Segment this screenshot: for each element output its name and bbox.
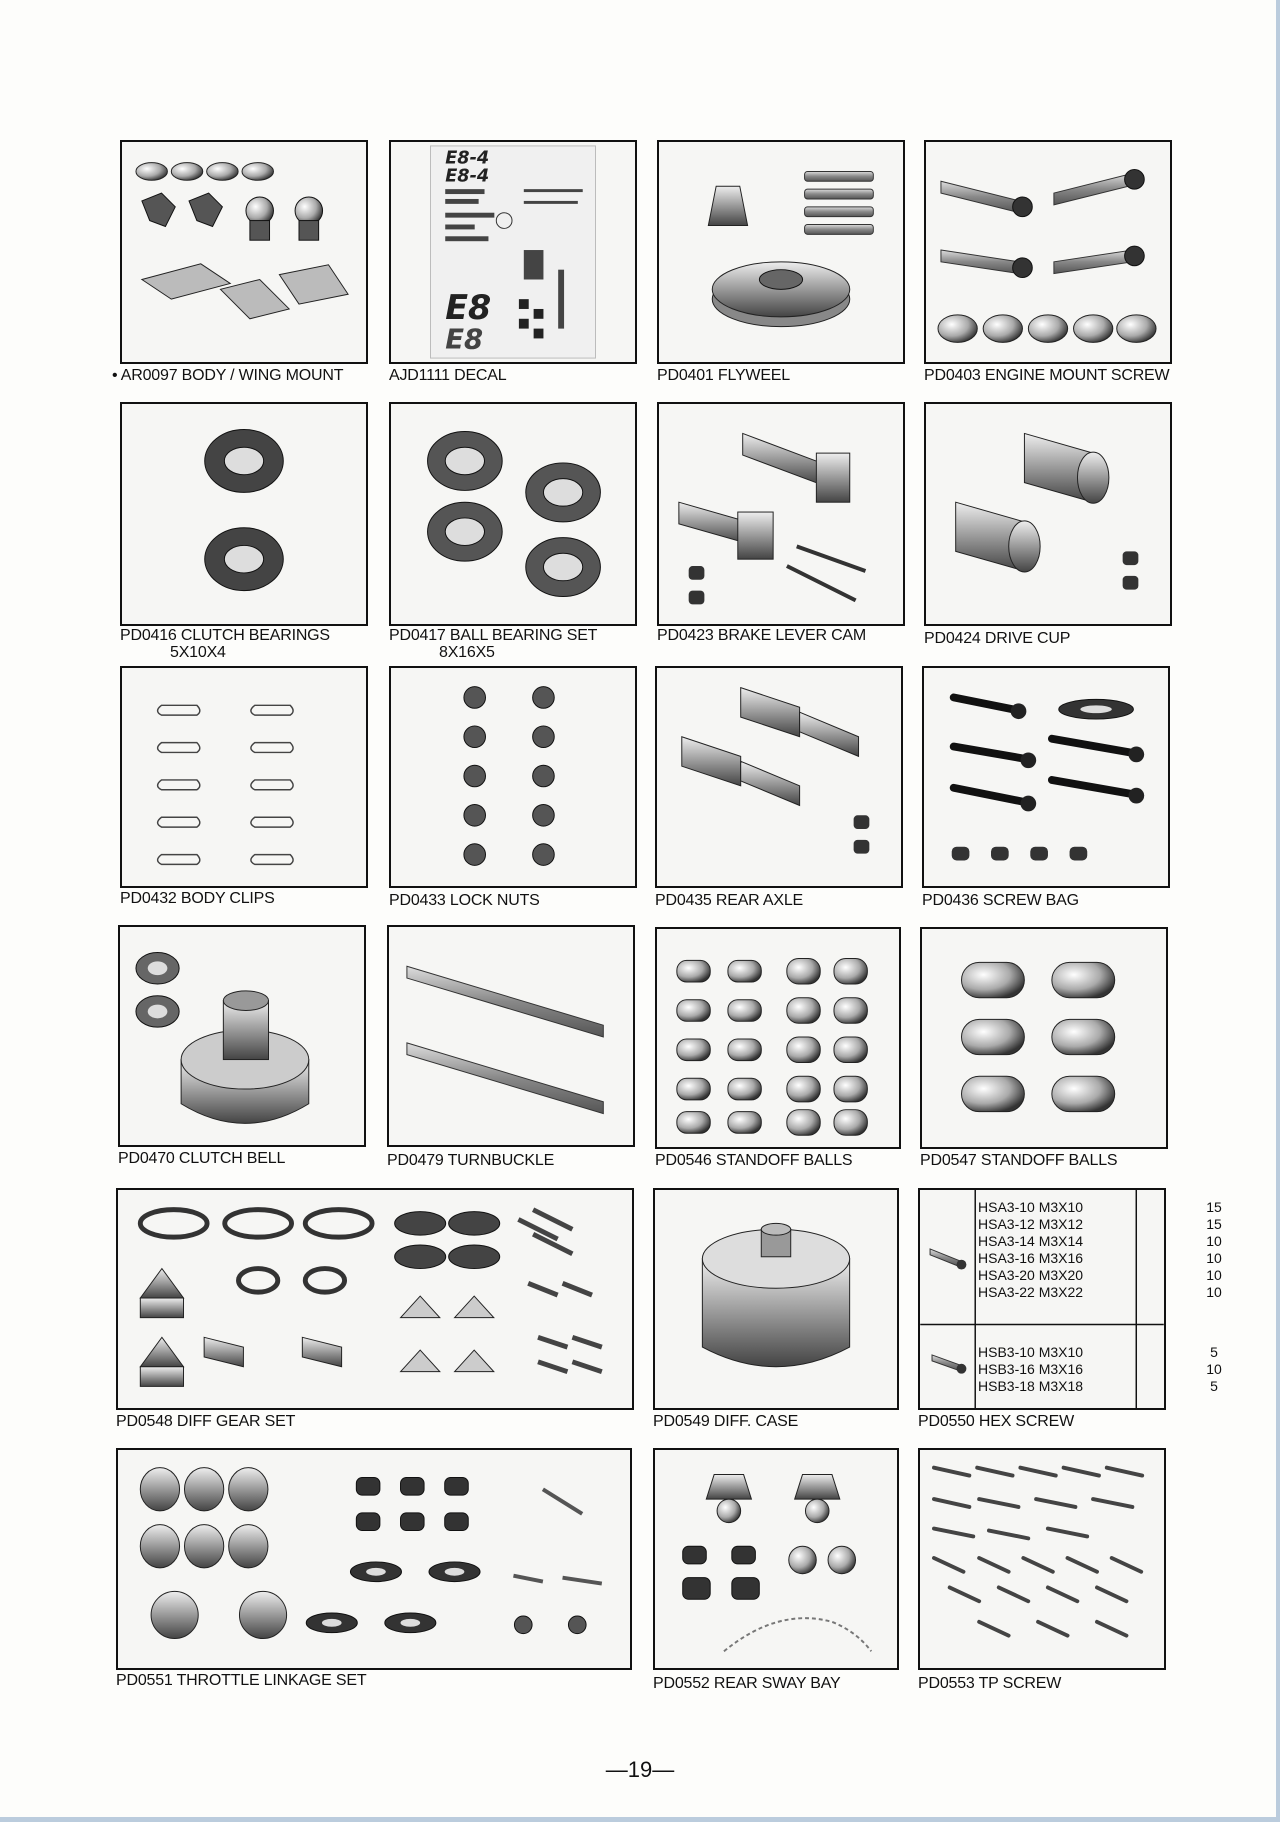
part-label <box>922 892 1079 909</box>
part-image-pd0416 <box>120 402 368 626</box>
part-code: PD0552 <box>653 1675 710 1692</box>
drive-cup-drawing <box>926 404 1170 624</box>
part-code: PD0401 <box>657 367 714 384</box>
standoff-balls-large-drawing <box>922 929 1166 1147</box>
part-name: ENGINE MOUNT SCREW <box>984 367 1170 384</box>
part-size: 8X16X5 <box>439 644 495 661</box>
hex-row: HSB3-18 M3X18 5 <box>978 1378 1218 1394</box>
part-name: REAR AXLE <box>715 892 804 909</box>
part-code: PD0432 <box>120 890 177 907</box>
part-image-ajd1111 <box>389 140 637 364</box>
part-label <box>120 627 330 661</box>
lock-nuts-drawing <box>391 668 635 886</box>
part-label <box>389 627 597 661</box>
decal-logo: E8 <box>445 287 492 327</box>
part-name: REAR SWAY BAY <box>713 1675 841 1692</box>
part-code: AJD1111 <box>389 367 450 384</box>
part-label <box>920 1152 1117 1169</box>
part-code: PD0433 <box>389 892 446 909</box>
part-code: PD0551 <box>116 1672 173 1689</box>
engine-mount-screw-drawing <box>926 142 1170 362</box>
screw-bag-drawing <box>924 668 1168 886</box>
part-label <box>657 627 866 644</box>
decal-text: E8-4 <box>445 166 490 187</box>
part-image-pd0479 <box>387 925 635 1147</box>
part-label <box>655 1152 852 1169</box>
part-image-pd0433 <box>389 666 637 888</box>
part-image-pd0436 <box>922 666 1170 888</box>
part-image-pd0549 <box>653 1188 899 1410</box>
part-code: PD0403 <box>924 367 981 384</box>
part-image-pd0423 <box>657 402 905 626</box>
part-label <box>657 367 790 384</box>
part-image-pd0551 <box>116 1448 632 1670</box>
part-code: PD0424 <box>924 630 981 647</box>
part-code: PD0553 <box>918 1675 975 1692</box>
hex-row: HSA3-22 M3X22 10 <box>978 1284 1222 1300</box>
part-label <box>653 1413 798 1430</box>
part-label <box>924 367 1169 384</box>
hex-row: HSA3-12 M3X12 15 <box>978 1216 1222 1232</box>
part-image-ar0097 <box>120 140 368 364</box>
part-image-pd0401 <box>657 140 905 364</box>
part-code: PD0436 <box>922 892 979 909</box>
clutch-bell-drawing <box>120 927 364 1145</box>
part-image-pd0553 <box>918 1448 1166 1670</box>
part-label <box>116 1413 295 1430</box>
part-code: AR0097 <box>120 367 178 384</box>
turnbuckle-drawing <box>389 927 633 1145</box>
part-name: BODY / WING MOUNT <box>181 367 344 384</box>
part-image-pd0432 <box>120 666 368 888</box>
standoff-balls-small-drawing <box>657 929 899 1147</box>
scan-edge <box>0 1817 1280 1822</box>
part-label <box>653 1675 841 1692</box>
part-image-pd0552 <box>653 1448 899 1670</box>
part-image-pd0547 <box>920 927 1168 1149</box>
part-name: TP SCREW <box>978 1675 1062 1692</box>
part-label <box>918 1675 1061 1692</box>
hex-row: HSB3-16 M3X16 10 <box>978 1361 1222 1377</box>
part-name: LOCK NUTS <box>449 892 540 909</box>
part-label <box>389 367 506 384</box>
part-name: THROTTLE LINKAGE SET <box>176 1672 367 1689</box>
page-number: —19— <box>605 1757 675 1782</box>
part-name: DIFF. CASE <box>713 1413 799 1430</box>
part-name: HEX SCREW <box>978 1413 1074 1430</box>
part-name: DECAL <box>454 367 507 384</box>
decal-logo: E8 <box>445 323 484 356</box>
brake-lever-cam-drawing <box>659 404 903 624</box>
hex-row: HSA3-14 M3X14 10 <box>978 1233 1222 1249</box>
rear-sway-bay-drawing <box>655 1450 897 1668</box>
part-code: PD0423 <box>657 627 714 644</box>
decal-text: E8-4 <box>445 148 490 169</box>
part-image-pd0403 <box>924 140 1172 364</box>
part-label <box>924 630 1070 647</box>
part-name: DRIVE CUP <box>984 630 1071 647</box>
part-label <box>387 1152 554 1169</box>
part-code: PD0417 <box>389 627 446 644</box>
part-name: BALL BEARING SET <box>449 627 598 644</box>
part-code: PD0416 <box>120 627 177 644</box>
part-name: STANDOFF BALLS <box>715 1152 853 1169</box>
part-image-pd0435 <box>655 666 903 888</box>
part-code: PD0479 <box>387 1152 444 1169</box>
part-code: PD0470 <box>118 1150 175 1167</box>
clutch-bearings-drawing <box>122 404 366 624</box>
hex-row: HSA3-10 M3X10 15 <box>978 1199 1222 1215</box>
flywheel-drawing <box>659 142 903 362</box>
hex-screw-table-a <box>978 1199 1222 1301</box>
part-label <box>116 1672 366 1689</box>
part-name: CLUTCH BEARINGS <box>180 627 330 644</box>
part-name: STANDOFF BALLS <box>980 1152 1118 1169</box>
part-image-pd0546 <box>655 927 901 1149</box>
ball-bearing-set-drawing <box>391 404 635 624</box>
throttle-linkage-set-drawing <box>118 1450 630 1668</box>
part-name: DIFF GEAR SET <box>176 1413 296 1430</box>
part-name: TURNBUCKLE <box>447 1152 555 1169</box>
tp-screw-drawing <box>920 1450 1164 1668</box>
body-clips-drawing <box>122 668 366 886</box>
part-image-pd0548 <box>116 1188 634 1410</box>
part-name: SCREW BAG <box>982 892 1079 909</box>
body-wing-mount-drawing <box>122 142 366 362</box>
diff-case-drawing <box>655 1190 897 1408</box>
hex-row: HSA3-16 M3X16 10 <box>978 1250 1222 1266</box>
part-code: PD0548 <box>116 1413 173 1430</box>
part-name: CLUTCH BELL <box>178 1150 286 1167</box>
part-label <box>120 890 275 907</box>
part-image-pd0550 <box>918 1188 1222 1410</box>
part-size: 5X10X4 <box>170 644 226 661</box>
part-label <box>389 892 540 909</box>
rear-axle-drawing <box>657 668 901 886</box>
part-label <box>655 892 803 909</box>
hex-screw-table-b <box>978 1344 1222 1395</box>
part-label <box>918 1413 1074 1430</box>
scan-edge <box>1276 0 1280 1822</box>
part-code: PD0549 <box>653 1413 710 1430</box>
part-image-pd0417 <box>389 402 637 626</box>
part-name: BODY CLIPS <box>180 890 275 907</box>
decal-sheet-drawing <box>391 142 635 362</box>
hex-row: HSB3-10 M3X10 5 <box>978 1344 1218 1360</box>
part-image-pd0424 <box>924 402 1172 626</box>
part-label <box>118 1150 285 1167</box>
part-label: • AR0097 BODY / WING MOUNT <box>112 367 344 384</box>
diff-gear-set-drawing <box>118 1190 632 1408</box>
part-code: PD0546 <box>655 1152 712 1169</box>
part-code: PD0435 <box>655 892 712 909</box>
hex-row: HSA3-20 M3X20 10 <box>978 1267 1222 1283</box>
part-code: PD0550 <box>918 1413 975 1430</box>
part-name: BRAKE LEVER CAM <box>717 627 867 644</box>
part-name: FLYWEEL <box>717 367 790 384</box>
part-code: PD0547 <box>920 1152 977 1169</box>
part-image-pd0470 <box>118 925 366 1147</box>
